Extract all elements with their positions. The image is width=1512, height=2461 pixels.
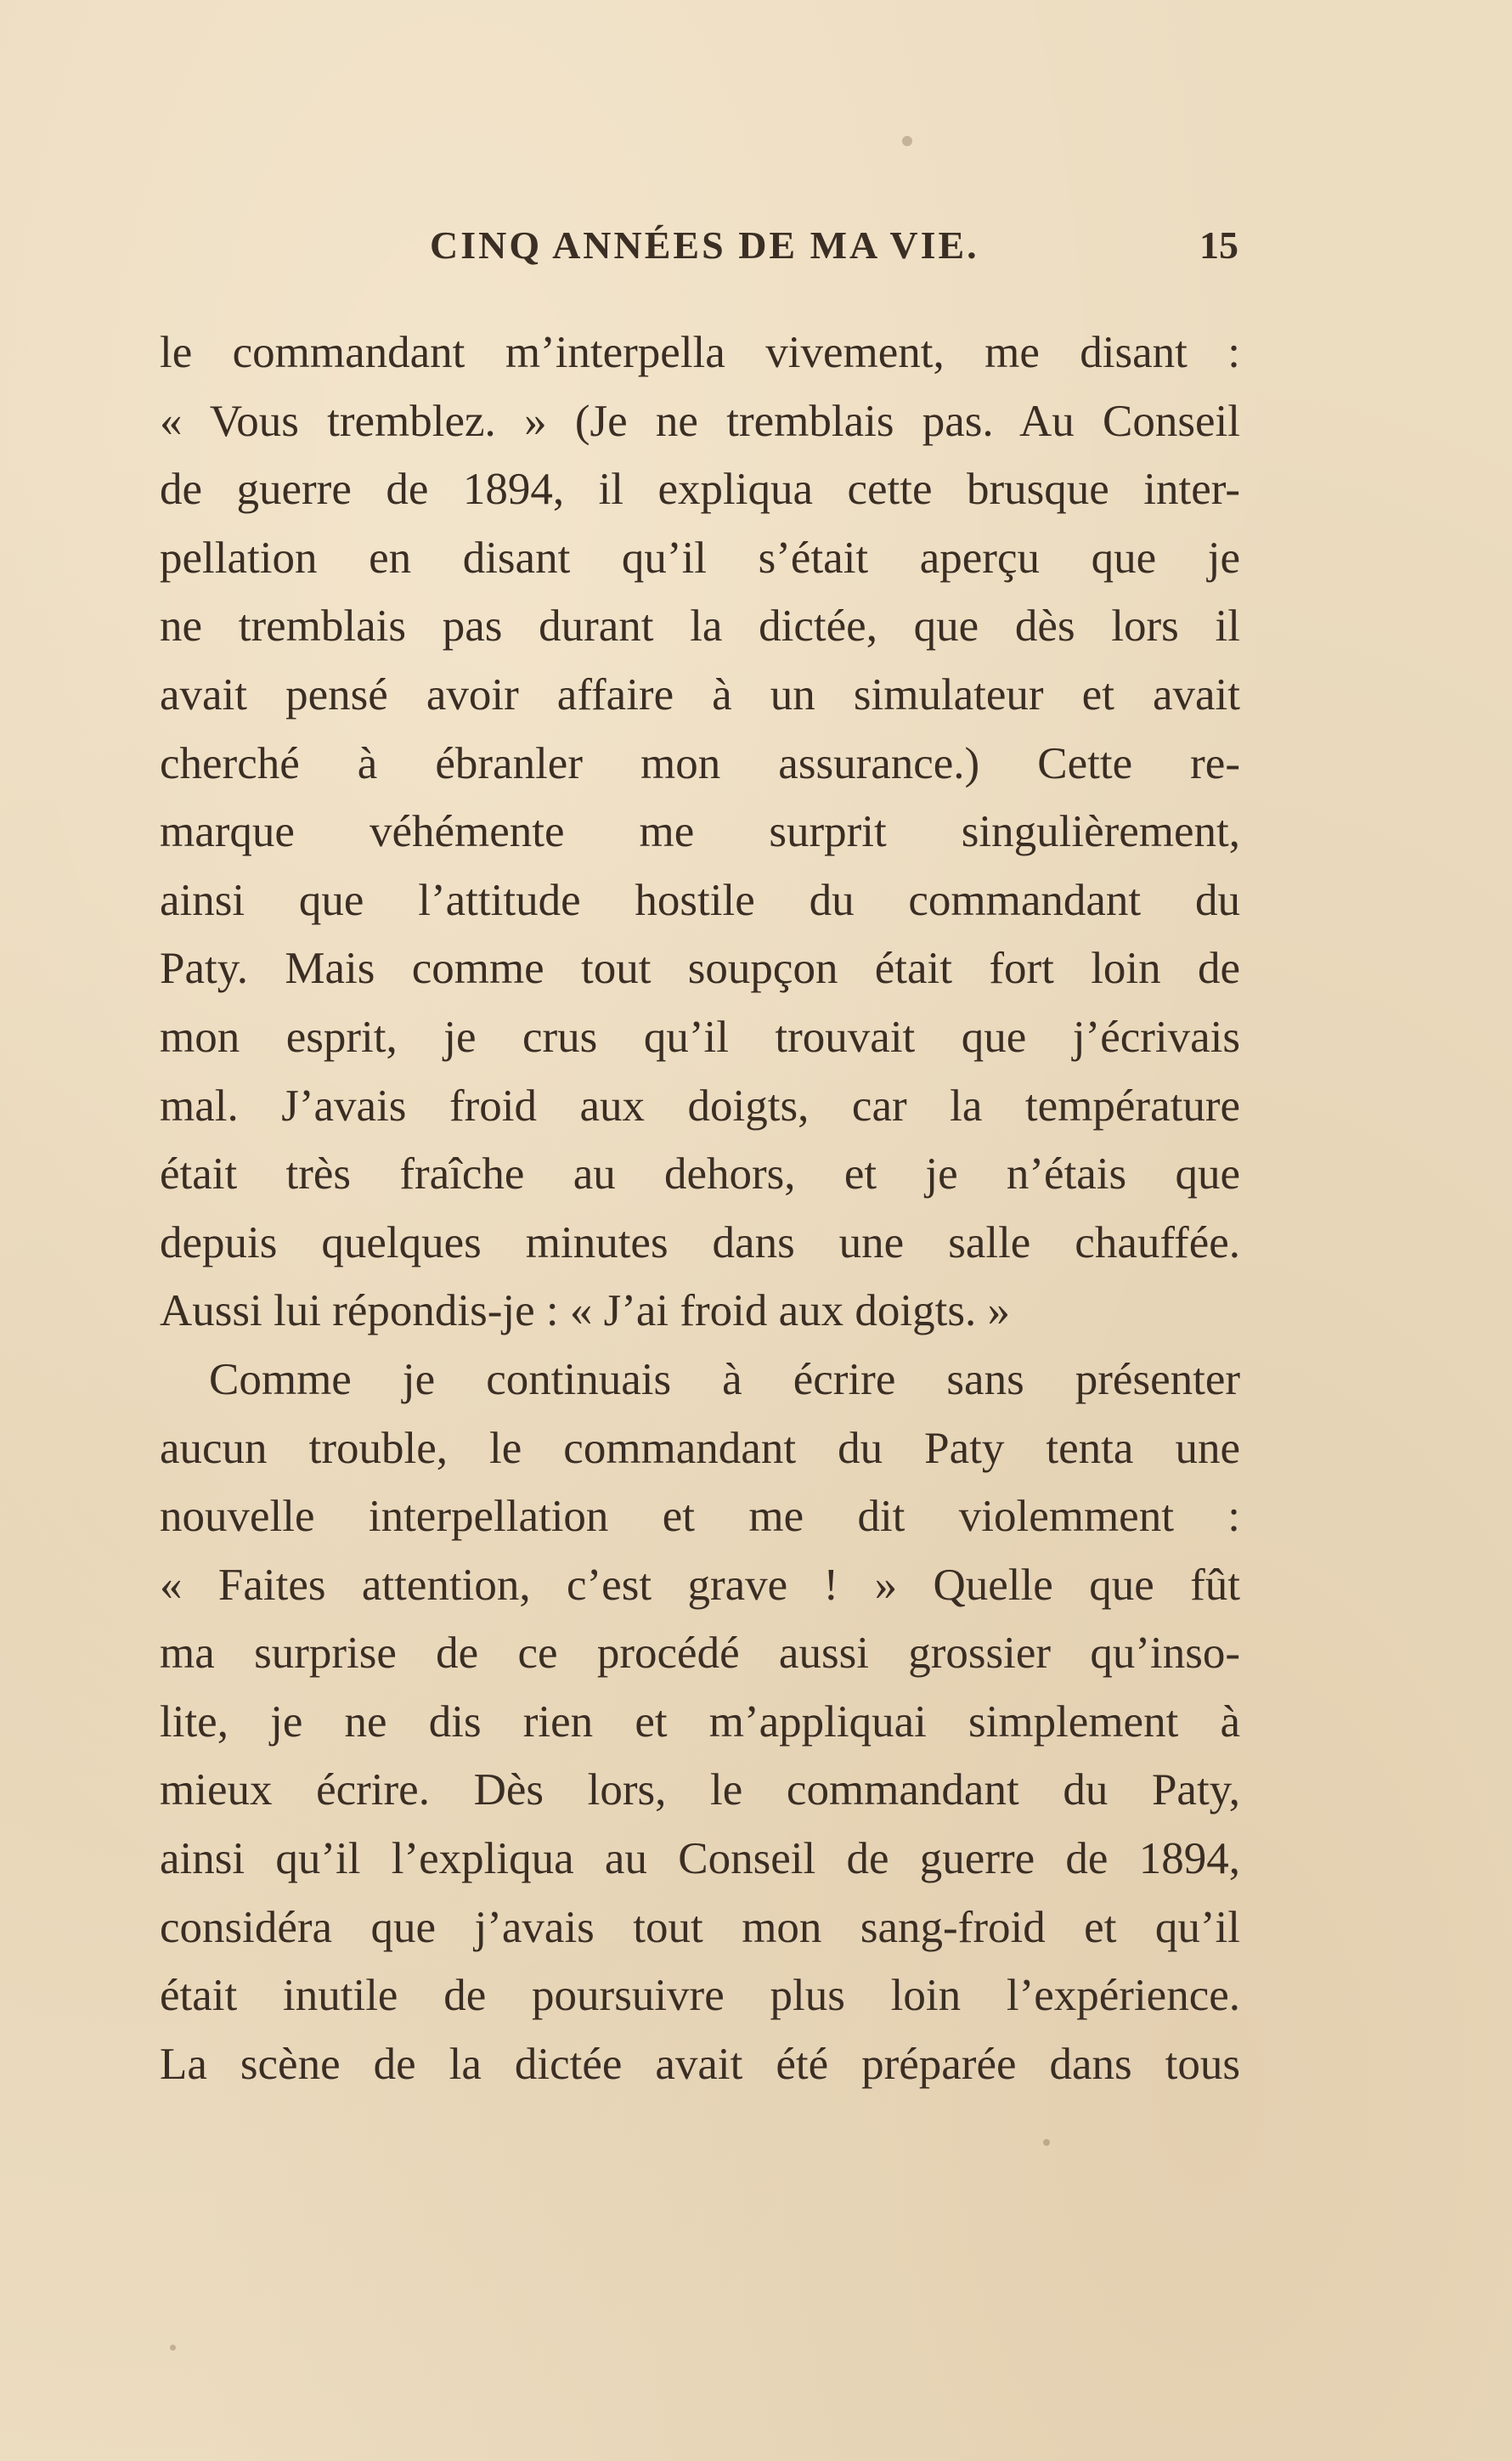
text-line: « Faites attention, c’est grave ! » Quelle que fût (160, 1560, 1240, 1610)
paragraph-first-line: Comme je continuais à écrire sans présenter (209, 1354, 1240, 1404)
text-line: de guerre de 1894, il expliqua cette brusque inter- (160, 465, 1240, 515)
running-head (161, 223, 1238, 277)
text-line: Aussi lui répondis-je : « J’ai froid aux doigts. » (160, 1286, 1010, 1336)
body-text (160, 319, 1240, 2098)
paper-speck (902, 136, 912, 146)
text-line: lite, je ne dis rien et m’appliquai simplement à (160, 1696, 1240, 1747)
text-line: mieux écrire. Dès lors, le commandant du Paty, (160, 1765, 1240, 1815)
text-line: ainsi qu’il l’expliqua au Conseil de guerre de 1894, (160, 1834, 1240, 1884)
text-line: avait pensé avoir affaire à un simulateur et avait (160, 669, 1240, 720)
text-line: cherché à ébranler mon assurance.) Cette re- (160, 738, 1240, 788)
text-line: pellation en disant qu’il s’était aperçu que je (160, 533, 1240, 583)
text-line: considéra que j’avais tout mon sang-froid et qu’il (160, 1902, 1240, 1952)
text-line: La scène de la dictée avait été préparée dans tous (160, 2039, 1240, 2089)
text-line: ainsi que l’attitude hostile du commandant du (160, 875, 1240, 925)
text-line: marque véhémente me surprit singulièrement, (160, 807, 1240, 857)
text-line: était inutile de poursuivre plus loin l’expérience. (160, 1971, 1240, 2021)
text-line: nouvelle interpellation et me dit violemment : (160, 1492, 1240, 1542)
page-number: 15 (1199, 223, 1238, 267)
text-line: ne tremblais pas durant la dictée, que dès lors il (160, 601, 1240, 652)
running-title: CINQ ANNÉES DE MA VIE. (430, 223, 979, 267)
text-line: « Vous tremblez. » (Je ne tremblais pas. Au Conseil (160, 396, 1240, 446)
text-line: était très fraîche au dehors, et je n’étais que (160, 1149, 1240, 1199)
paper-speck (1043, 2139, 1050, 2146)
text-line: mal. J’avais froid aux doigts, car la température (160, 1081, 1240, 1131)
paper-speck (170, 2345, 176, 2351)
text-line: ma surprise de ce procédé aussi grossier qu’inso- (160, 1628, 1240, 1679)
text-line: Paty. Mais comme tout soupçon était fort loin de (160, 944, 1240, 994)
text-line: depuis quelques minutes dans une salle chauffée. (160, 1217, 1240, 1267)
text-line: mon esprit, je crus qu’il trouvait que j’écrivais (160, 1012, 1240, 1062)
text-line: le commandant m’interpella vivement, me disant : (160, 328, 1240, 377)
text-line: aucun trouble, le commandant du Paty tenta une (160, 1423, 1240, 1473)
